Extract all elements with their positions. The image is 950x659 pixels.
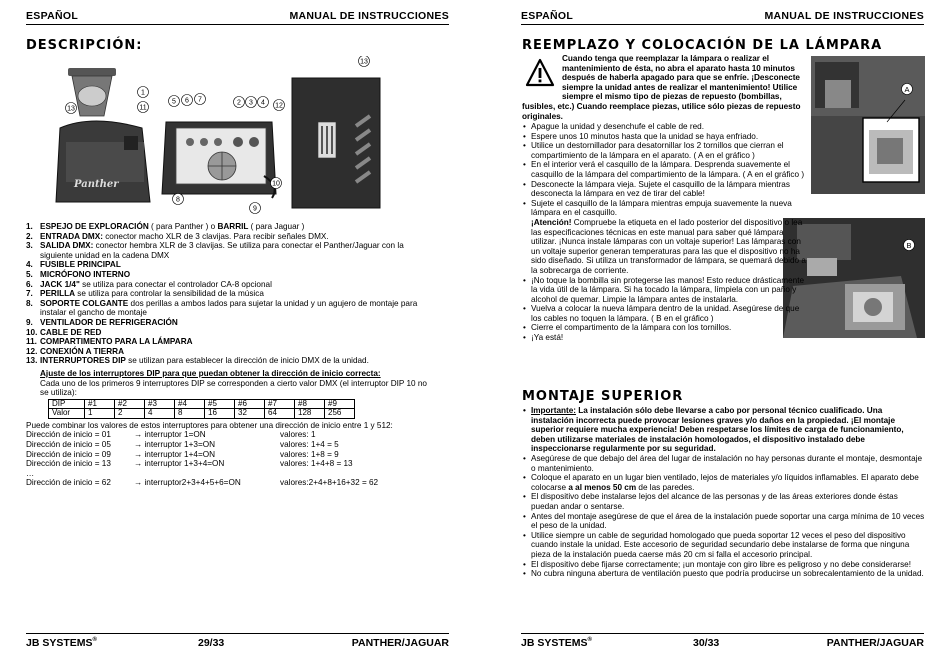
list-item: • ¡No toque la bombilla sin protegerse las manos! Esto reduce drásticamente la vida útil de la lámpara. Si ha tocado la lámpara, límpiela con un paño y alcohol de quemar. Limpie la lámpara antes de instalarla. [522, 276, 807, 305]
svg-text:13: 13 [360, 58, 368, 66]
svg-text:13: 13 [67, 105, 75, 113]
callout-6 [182, 95, 193, 106]
callout-7 [195, 94, 206, 105]
table-cell: DIP [49, 399, 85, 409]
photo-label-b: B [906, 241, 912, 250]
list-item: 7. PERILLA se utiliza para controlar la sensibilidad de la música [26, 289, 264, 299]
list-item: • Apague la unidad y desenchufe el cable de red. [522, 122, 807, 132]
dip-example-row: Dirección de inicio = 09 → interruptor 1+4=ON valores: 1+8 = 9 [26, 449, 339, 459]
header-language: ESPAÑOL [26, 10, 79, 22]
table-cell: #8 [295, 399, 325, 409]
section-title-lamp-replacement: REEMPLAZO Y COLOCACIÓN DE LA LÁMPARA [522, 38, 883, 53]
lamp-steps-block [522, 122, 807, 343]
table-cell: 8 [175, 409, 205, 419]
fixture-side-panel [292, 78, 380, 208]
svg-text:9: 9 [253, 205, 257, 213]
table-cell: #6 [235, 399, 265, 409]
header-language: ESPAÑOL [521, 10, 574, 22]
lamp-steps-list [522, 122, 807, 218]
list-item: 11. COMPARTIMENTO PARA LA LÁMPARA [26, 337, 193, 347]
header-manual-title: MANUAL DE INSTRUCCIONES [289, 10, 449, 22]
panther-logo-text: Panther [74, 179, 119, 190]
list-item: • Asegúrese de que debajo del área del lugar de instalación no hay personas durante el montaje, desmontaje o mantenimiento. [522, 454, 925, 473]
table-cell: #7 [265, 399, 295, 409]
list-item: 5. MICRÓFONO INTERNO [26, 269, 131, 279]
callout-13-side [359, 56, 370, 67]
callout-4 [258, 97, 269, 108]
list-item: 6. JACK 1/4" se utiliza para conectar el controlador CA-8 opcional [26, 279, 272, 289]
callout-13-front [66, 103, 77, 114]
mounting-list [522, 406, 925, 579]
list-item: 13. INTERRUPTORES DIP se utilizan para establecer la dirección de inicio DMX de la unidad. [26, 356, 369, 366]
dip-example-row: Dirección de inicio = 13 → interruptor 1+3+4=ON valores: 1+4+8 = 13 [26, 459, 353, 469]
page-footer [26, 637, 449, 649]
footer-model: PANTHER/JAGUAR [351, 637, 449, 649]
table-cell: Valor [49, 409, 85, 419]
dip-section [26, 369, 436, 488]
list-item: • El dispositivo debe instalarse lejos del alcance de las personas y de las áreas exteriores donde éstas puedan andar o sentarse. [522, 492, 925, 511]
list-item: • Coloque el aparato en un lugar bien ventilado, lejos de materiales y/o líquidos inflamables. El aparato debe colocarse a al menos 50 cm de las paredes. [522, 473, 925, 492]
callout-12 [274, 100, 285, 111]
list-item: 8. SOPORTE COLGANTE dos perillas a ambos lados para sujetar la unidad y un agujero de montaje para instalar el gancho de montaje [26, 298, 418, 318]
lamp-steps-list-continued [522, 276, 807, 343]
table-cell: #3 [145, 399, 175, 409]
lamp-warning-text: Cuando tenga que reemplazar la lámpara o realizar el mantenimiento de ésta, no abra el aparato hasta 10 minutos después de haberla apagado para que se enfríe. ¡Desconecte siempre la unidad antes de realizar el mantenimiento! Utilice siempre el mismo tipo de piezas de repuesto (bombillas, fusibles, etc.) Cuando reemplace piezas, utilice sólo piezas de repuesto originales. [522, 54, 801, 121]
list-item: 12. CONEXIÓN A TIERRA [26, 346, 125, 356]
list-item: • Vuelva a colocar la nueva lámpara dentro de la unidad. Asegúrese de que los cables no toquen la lámpara. ( B en el gráfico ) [522, 304, 807, 323]
dip-example-row: … [26, 468, 35, 478]
list-item: • Sujete el casquillo de la lámpara mientras empuja suavemente la nueva lámpara en el casquillo. [522, 199, 807, 218]
table-cell: 128 [295, 409, 325, 419]
svg-text:12: 12 [275, 102, 283, 110]
list-item: • Espere unos 10 minutos hasta que la unidad se haya enfriado. [522, 132, 807, 142]
table-cell: #5 [205, 399, 235, 409]
footer-brand: JB SYSTEMS® [26, 637, 97, 649]
list-item: 3. SALIDA DMX: conector hembra XLR de 3 clavijas. Se utiliza para conectar el Panther/Jaguar con la siguiente unidad en la cadena DMX [26, 241, 404, 260]
callout-2 [234, 97, 245, 108]
section-title-top-mounting: MONTAJE SUPERIOR [522, 389, 684, 404]
table-cell: 4 [145, 409, 175, 419]
lamp-compartment-photo-a [811, 56, 925, 194]
list-item: 9. VENTILADOR DE REFRIGERACIÓN [26, 317, 178, 327]
list-item: • Desconecte la lámpara vieja. Sujete el casquillo de la lámpara mientras desconecta la lámpara en vez de tirar del cable! [522, 180, 807, 199]
footer-page-number: 30/33 [693, 637, 720, 649]
svg-text:4: 4 [261, 99, 265, 107]
list-item: • Importante: La instalación sólo debe llevarse a cabo por personal técnico cualificado. Una instalación incorrecta puede provocar lesiones graves y/o daños en la propiedad. ¡El montaje superior requiere mucha experiencia! Deben respetarse los límites de carga de funcionamiento, deben utilizarse materiales de instalación homologados, el dispositivo instalado debe inspeccionarse regularmente por su seguridad. [522, 406, 925, 454]
svg-text:7: 7 [198, 96, 202, 104]
header-rule [26, 24, 449, 25]
callout-10 [271, 178, 282, 189]
svg-text:5: 5 [172, 98, 176, 106]
svg-text:8: 8 [176, 196, 180, 204]
callout-11 [138, 102, 149, 113]
dip-example-row: Dirección de inicio = 01 → interruptor 1=ON valores: 1 [26, 430, 316, 440]
footer-rule [26, 633, 449, 634]
table-cell: #4 [175, 399, 205, 409]
dip-example-row: Dirección de inicio = 62 → interruptor2+3+4+5+6=ON valores:2+4+8+16+32 = 62 [26, 478, 379, 488]
table-cell: 32 [235, 409, 265, 419]
dip-heading: Ajuste de los interruptores DIP para que puedan obtener la dirección de inicio correcta: [40, 368, 381, 378]
table-cell: #1 [85, 399, 115, 409]
footer-rule [521, 633, 924, 634]
fixture-diagram [26, 56, 386, 218]
photo-label-a: A [904, 85, 910, 94]
lamp-attention-note: ¡Atención! Compruebe la etiqueta en el lado posterior del dispositivo o lea las especificaciones técnicas en este manual para saber qué lámpara utilizar. ¡Nunca instale lámparas con un voltaje superior! Las lámparas con un voltaje superior generan temperaturas para las que el dispositivo no ha sido diseñado. Si utiliza un transformador de lámpara, se quemará debido a la sobrecarga de corriente. [531, 217, 806, 275]
page-header [521, 10, 924, 22]
svg-text:3: 3 [249, 99, 253, 107]
dip-combine-text: Puede combinar los valores de estos interruptores para obtener una dirección de inicio entre 1 y 512: [26, 420, 393, 430]
table-cell: 16 [205, 409, 235, 419]
table-cell: 256 [325, 409, 355, 419]
list-item: • Antes del montaje asegúrese de que el área de la instalación puede soportar una carga mínima de 10 veces el peso de la unidad. [522, 512, 925, 531]
table-cell: #9 [325, 399, 355, 409]
list-item: • Utilice siempre un cable de seguridad homologado que pueda soportar 12 veces el peso del dispositivo cuando instale la unidad. Este accesorio de seguridad secundario debe instalarse de forma que ninguna pieza de la instalación pueda caerse más 20 cm si falla el accesorio principal. [522, 531, 925, 560]
table-cell: 1 [85, 409, 115, 419]
page-footer [521, 637, 924, 649]
list-item: 10. CABLE DE RED [26, 327, 102, 337]
footer-model: PANTHER/JAGUAR [826, 637, 924, 649]
svg-text:10: 10 [272, 180, 280, 188]
dip-intro: Cada uno de los primeros 9 interruptores DIP se corresponden a cierto valor DMX (el interruptor DIP 10 no se utiliza): [40, 378, 427, 398]
list-item: • Cierre el compartimento de la lámpara con los tornillos. [522, 323, 807, 333]
table-cell: #2 [115, 399, 145, 409]
svg-text:6: 6 [185, 97, 189, 105]
footer-brand: JB SYSTEMS® [521, 637, 592, 649]
callout-5 [169, 96, 180, 107]
callout-8 [173, 194, 184, 205]
footer-page-number: 29/33 [198, 637, 225, 649]
dip-table-row [49, 409, 355, 419]
svg-text:11: 11 [139, 104, 147, 112]
list-item: • Utilice un destornillador para desatornillar los 2 tornillos que cierran el compartimiento de la lámpara en el aparato. ( A en el gráfico ) [522, 141, 807, 160]
list-item: • En el interior verá el casquillo de la lámpara. Desprenda suavemente el casquillo de la lámpara del compartimiento de la lámpara. ( A en el gráfico ) [522, 160, 807, 179]
dip-example-row: Dirección de inicio = 05 → interruptor 1+3=ON valores: 1+4 = 5 [26, 440, 339, 450]
fixture-front-view [56, 68, 150, 202]
table-cell: 64 [265, 409, 295, 419]
callout-3 [246, 97, 257, 108]
svg-text:1: 1 [141, 89, 145, 97]
header-manual-title: MANUAL DE INSTRUCCIONES [764, 10, 924, 22]
description-list [26, 222, 436, 366]
list-item: • No cubra ninguna abertura de ventilación puesto que podría producirse un sobrecalentamiento de la unidad. [522, 569, 925, 579]
page-header [26, 10, 449, 22]
list-item: • El dispositivo debe fijarse correctamente; ¡un montaje con giro libre es peligroso y no debe considerarse! [522, 560, 925, 570]
mounting-block [522, 406, 925, 579]
list-item: 1. ESPEJO DE EXPLORACIÓN ( para Panther ) o BARRIL ( para Jaguar ) [26, 222, 305, 231]
list-item: 4. FUSIBLE PRINCIPAL [26, 260, 121, 270]
fixture-back-view [162, 122, 276, 198]
callout-9 [250, 203, 261, 214]
dip-value-table [48, 399, 355, 419]
list-item: • ¡Ya está! [522, 333, 807, 343]
section-title-descripcion: DESCRIPCIÓN: [26, 38, 143, 53]
description-list-block [26, 222, 436, 488]
dip-examples [26, 430, 436, 488]
page-right [475, 0, 950, 659]
list-item: 2. ENTRADA DMX: conector macho XLR de 3 clavijas. Para recibir señales DMX. [26, 231, 329, 241]
callout-1 [138, 87, 149, 98]
table-cell: 2 [115, 409, 145, 419]
header-rule [521, 24, 924, 25]
svg-text:2: 2 [237, 99, 241, 107]
